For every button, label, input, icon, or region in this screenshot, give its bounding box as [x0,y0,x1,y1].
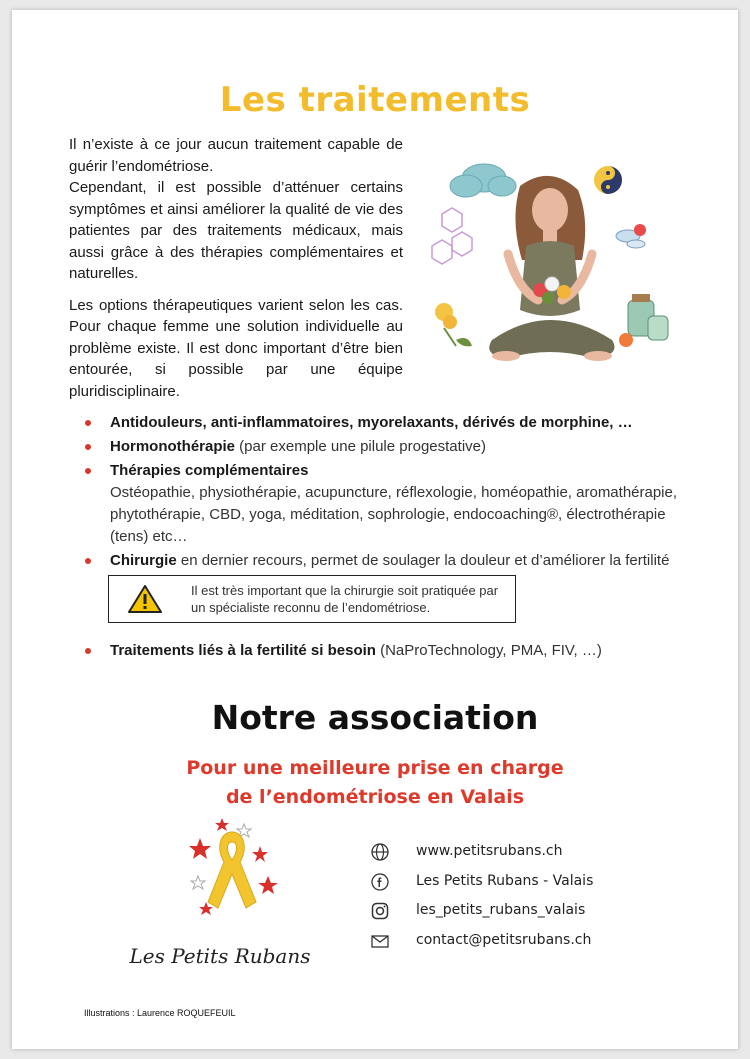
treatment-hormone: Hormonothérapie [110,438,236,455]
association-title: Notre association [211,698,539,737]
treatment-fertility: Traitements liés à la fertilité si besoin [110,642,376,659]
bullet-dot [85,420,91,426]
yin-yang-icon [594,166,622,194]
treatment-painkillers: Antidouleurs, anti-inflammatoires, myorelaxants, dérivés de morphine, … [110,414,633,431]
cloud-icon [450,164,516,197]
treatment-surgery-detail: en dernier recours, permet de soulager la douleur et d’améliorer la fertilité [176,552,670,569]
facebook-icon [370,872,390,892]
bullet-dot [85,444,91,450]
woman-figure [489,176,614,361]
flower-icon [435,303,472,346]
instagram-icon [370,901,390,921]
bullet-dot [85,648,91,654]
globe-icon [370,842,390,862]
treatment-complementary-detail: Ostéopathie, physiothérapie, acupuncture, réflexologie, homéopathie, aromathérapie, phytothérapie, CBD, yoga, méditation, sophrologie, endocoaching®, électrothérapie (tens) etc… [110,484,678,545]
contact-instagram-text: les_petits_rubans_valais [416,902,586,918]
treatment-list [84,412,704,664]
intro-line-2: Cependant, il est possible d’atténuer certains symptômes et ainsi améliorer la qualité de vie des patientes par des traitements médicaux, mais aussi grâce à des thérapies complémentaires et naturelles. [69,179,403,282]
bullet-dot [85,558,91,564]
contact-facebook-text: Les Petits Rubans - Valais [416,872,594,889]
yellow-ribbon-icon [208,832,256,908]
list-item [84,550,704,572]
contact-website-text: www.petitsrubans.ch [416,843,563,859]
pills-icon [616,224,646,248]
treatment-fertility-detail: (NaProTechnology, PMA, FIV, …) [375,642,602,659]
warning-text: Il est très important que la chirurgie soit pratiquée par un spécialiste reconnu de l’endométriose. [191,583,499,615]
treatment-complementary: Thérapies complémentaires [110,462,309,479]
warning-box [108,575,516,623]
list-item [84,436,704,458]
list-item [84,640,704,662]
illustration-credit: Illustrations : Laurence ROQUEFEUIL [84,1008,236,1018]
warning-icon [127,584,163,614]
logo-text: Les Petits Rubans [129,944,311,968]
intro-line-1: Il n’existe à ce jour aucun traitement capable de guérir l’endométriose. [69,136,403,175]
association-subtitle-line-1: Pour une meilleure prise en charge [186,757,564,779]
intro-text [69,134,403,412]
mail-icon [370,931,390,951]
list-item [84,412,704,434]
intro-paragraph [69,134,403,285]
ribbon-logo [182,810,282,930]
essential-oil-jars-icon [619,294,668,347]
woman-meditation-illustration [422,150,678,390]
treatment-surgery: Chirurgie [110,552,177,569]
list-item [84,460,704,548]
association-subtitle-line-2: de l’endométriose en Valais [225,786,525,808]
association-subtitle [12,754,738,812]
intro-paragraph-2: Les options thérapeutiques varient selon les cas. Pour chaque femme une solution individuelle au problème existe. Il est donc important d’être bien entourée, si possible par une équipe pluridisciplinaire. [69,296,403,400]
treatment-hormone-detail: (par exemple une pilule progestative) [235,438,486,455]
contact-email-text: contact@petitsrubans.ch [416,931,592,948]
document-page [12,10,738,1049]
molecule-icon [432,208,472,264]
page-title: Les traitements [219,80,531,120]
bullet-dot [85,468,91,474]
